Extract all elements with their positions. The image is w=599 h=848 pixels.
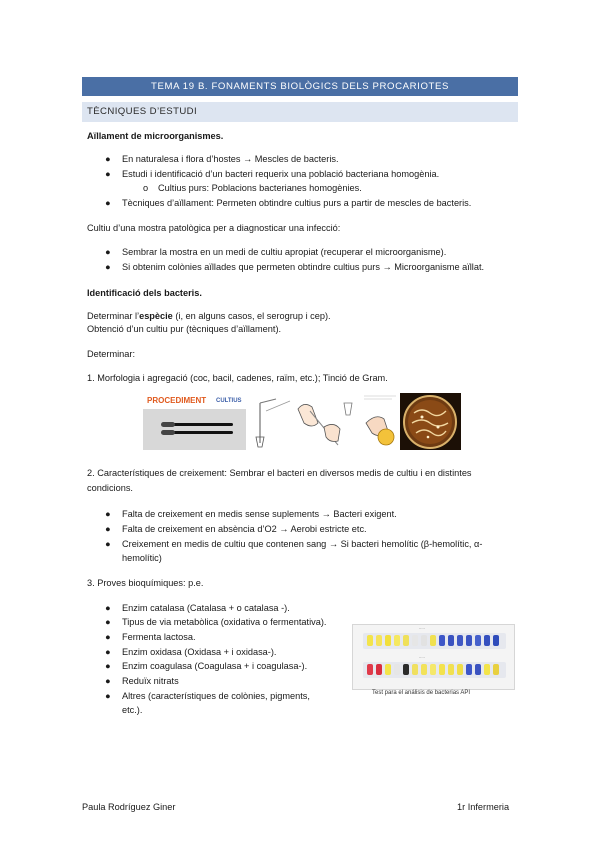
identificacio-title: Identificació dels bacteris.	[87, 288, 202, 298]
bullet-icon: ●	[105, 617, 111, 627]
bullet-icon: ●	[105, 524, 111, 534]
list-item	[143, 182, 362, 194]
list-item-text: Si obtenim colònies aïllades que permeten obtindre cultius purs → Microorganisme aïllat.	[122, 262, 485, 272]
list-item-continuation: hemolític)	[122, 553, 162, 563]
list-item	[105, 508, 397, 520]
topic-banner: TEMA 19 B. FONAMENTS BIOLÒGICS DELS PROCARIOTES	[82, 77, 518, 96]
list-item-text: Tipus de via metabòlica (oxidativa o fermentativa).	[122, 617, 327, 627]
list-item	[105, 197, 472, 209]
procediment-image	[143, 393, 246, 450]
list-item	[105, 616, 327, 628]
list-item-text: Reduïx nitrats	[122, 676, 179, 686]
bullet-icon: ●	[105, 262, 111, 272]
bullet-icon: ●	[105, 169, 111, 179]
culture-plate-photo	[400, 393, 461, 450]
bullet-icon: ●	[105, 509, 111, 519]
aillament-title: Aïllament de microorganismes.	[87, 131, 224, 141]
section-heading: TÈCNIQUES D’ESTUDI	[82, 102, 518, 122]
point-1: 1. Morfologia i agregació (coc, bacil, cadenes, raïm, etc.); Tinció de Gram.	[87, 373, 388, 383]
species-line: Determinar l’espècie (i, en alguns casos, el serogrup i cep).	[87, 311, 331, 321]
api-test-image: ····· ·····	[352, 624, 515, 690]
bullet-icon: ●	[105, 647, 111, 657]
list-item	[105, 246, 447, 258]
pipette-sketch	[246, 393, 294, 450]
bullet-icon: ●	[105, 539, 111, 549]
list-item	[105, 675, 179, 687]
list-item-text: Sembrar la mostra en un medi de cultiu apropiat (recuperar el microorganisme).	[122, 247, 447, 257]
bullet-icon: ●	[105, 603, 111, 613]
list-item	[105, 646, 277, 658]
pure-culture-line: Obtenció d’un cultiu pur (tècniques d’aïllament).	[87, 324, 282, 334]
bullet-icon: ●	[105, 198, 111, 208]
list-item	[105, 631, 196, 643]
list-item-text: Enzim coagulasa (Coagulasa + i coagulasa-).	[122, 661, 308, 671]
determinar-label: Determinar:	[87, 349, 135, 359]
point-2-line-1: 2. Característiques de creixement: Sembrar el bacteri en diversos medis de cultiu i en distintes	[87, 468, 472, 478]
list-item	[105, 538, 483, 550]
list-item	[105, 523, 367, 535]
list-item-text: Creixement en medis de cultiu que contenen sang → Si bacteri hemolític (β-hemolític, α-	[122, 539, 483, 549]
bullet-icon: ●	[105, 661, 111, 671]
list-item-continuation: etc.).	[122, 705, 143, 715]
footer-course: 1r Infermeria	[457, 802, 510, 812]
list-item-text: Fermenta lactosa.	[122, 632, 196, 642]
procediment-subtitle: CULTIUS	[216, 398, 242, 404]
list-item-text: Altres (característiques de colònies, pigments,	[122, 691, 310, 701]
list-item-text: Tècniques d’aïllament: Permeten obtindre cultius purs a partir de mescles de bacteris.	[122, 198, 472, 208]
list-item-text: Enzim oxidasa (Oxidasa + i oxidasa-).	[122, 647, 277, 657]
bullet-icon: ●	[105, 154, 111, 164]
bullet-icon: ●	[105, 632, 111, 642]
point-3: 3. Proves bioquímiques: p.e.	[87, 578, 204, 588]
streak-sketch	[362, 393, 400, 450]
list-item-text: Cultius purs: Poblacions bacterianes homogènies.	[158, 183, 362, 193]
point-2-line-2: condicions.	[87, 483, 133, 493]
procediment-title: PROCEDIMENT	[147, 396, 207, 405]
list-item-text: Falta de creixement en absència d’O2 → Aerobi estricte etc.	[122, 524, 367, 534]
list-item	[105, 602, 290, 614]
list-item	[105, 690, 310, 702]
list-item	[105, 153, 339, 165]
list-item-text: Falta de creixement en medis sense suplements → Bacteri exigent.	[122, 509, 397, 519]
bullet-icon: ●	[105, 676, 111, 686]
bullet-icon: ●	[105, 247, 111, 257]
list-item	[105, 261, 485, 273]
list-item-text: En naturalesa i flora d’hostes → Mescles de bacteris.	[122, 154, 339, 164]
footer-author: Paula Rodríguez Giner	[82, 802, 176, 812]
hands-sketch	[294, 393, 362, 450]
list-item	[105, 168, 440, 180]
hollow-bullet-icon: o	[143, 183, 149, 193]
bullet-icon: ●	[105, 691, 111, 701]
list-item	[105, 660, 308, 672]
list-item-text: Enzim catalasa (Catalasa + o catalasa -).	[122, 603, 290, 613]
api-image-caption: Test para el análisis de bacterias API	[372, 690, 471, 696]
infection-intro: Cultiu d’una mostra patològica per a diagnosticar una infecció:	[87, 223, 341, 233]
list-item-text: Estudi i identificació d’un bacteri requerix una població bacteriana homogènia.	[122, 169, 440, 179]
